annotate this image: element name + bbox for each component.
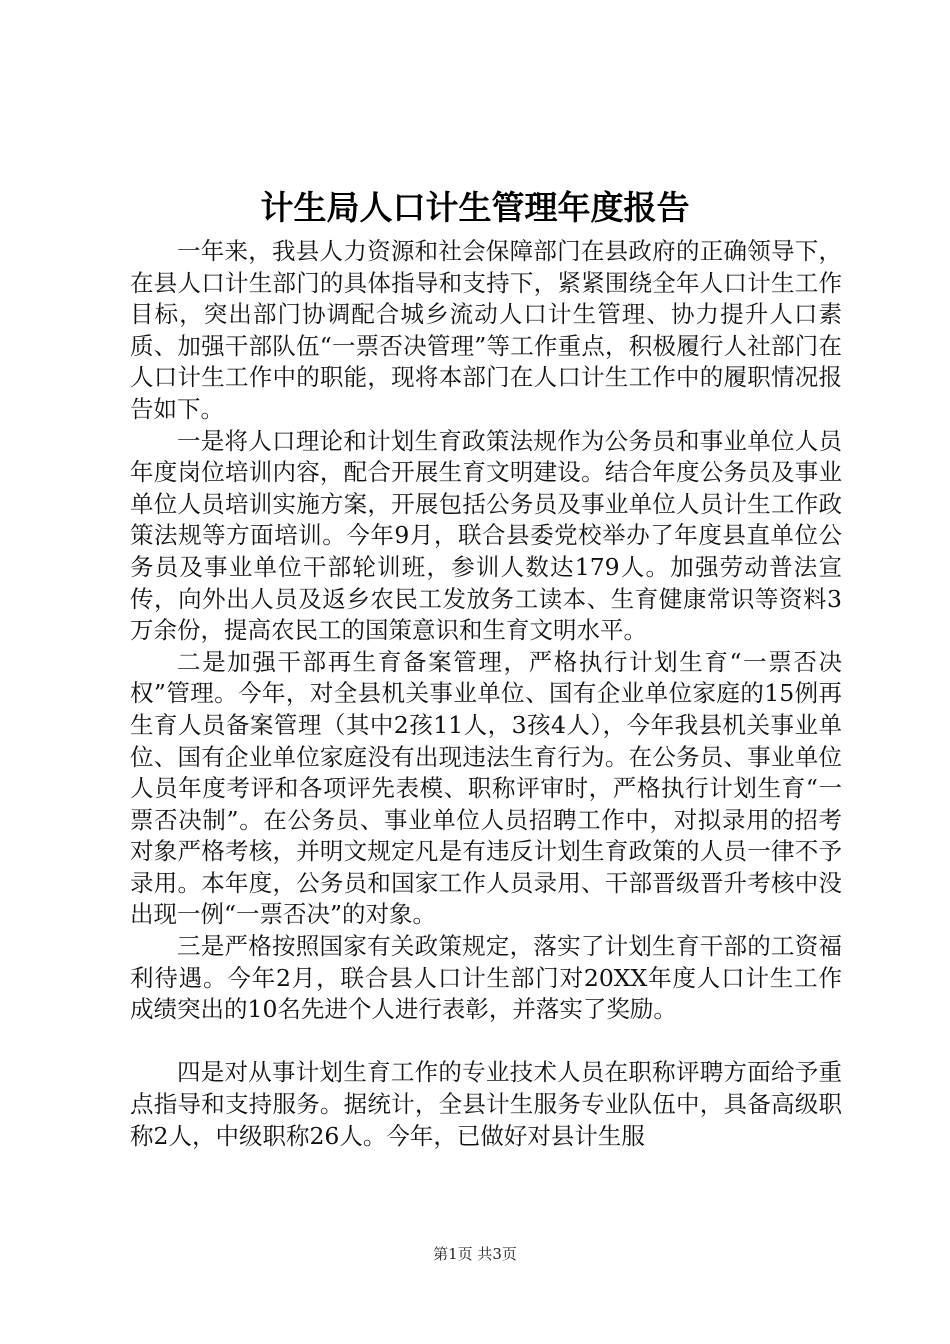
paragraph-item-4: 四是对从事计划生育工作的专业技术人员在职称评聘方面给予重点指导和支持服务。据统计，全县计生服务专业队伍中，具备高级职称2人，中级职称26人。今年，已做好对县计生服 — [130, 1058, 842, 1150]
paragraph-intro: 一年来，我县人力资源和社会保障部门在县政府的正确领导下，在县人口计生部门的具体指导和支持下，紧紧围绕全年人口计生工作目标，突出部门协调配合城乡流动人口计生管理、协力提升人口素质、加强干部队伍“一票否决管理”等工作重点，积极履行人社部门在人口计生工作中的职能，现将本部门在人口计生工作中的履职情况报告如下。 — [130, 237, 842, 423]
paragraph-item-2: 二是加强干部再生育备案管理，严格执行计划生育“一票否决权”管理。今年，对全县机关事业单位、国有企业单位家庭的15例再生育人员备案管理（其中2孩11人，3孩4人），今年我县机关事业单位、国有企业单位家庭没有出现违法生育行为。在公务员、事业单位人员年度考评和各项评先表模、职称评审时，严格执行计划生育“一票否决制”。在公务员、事业单位人员招聘工作中，对拟录用的招考对象严格考核，并明文规定凡是有违反计划生育政策的人员一律不予录用。本年度，公务员和国家工作人员录用、干部晋级晋升考核中没出现一例“一票否决”的对象。 — [130, 647, 842, 929]
page-footer: 第1页 共3页 — [433, 1245, 517, 1263]
paragraph-item-3: 三是严格按照国家有关政策规定，落实了计划生育干部的工资福利待遇。今年2月，联合县人口计生部门对20XX年度人口计生工作成绩突出的10名先进个人进行表彰，并落实了奖励。 — [130, 932, 842, 1024]
document-title: 计生局人口计生管理年度报告 — [260, 188, 690, 227]
document-body — [130, 236, 842, 1152]
paragraph-item-1: 一是将人口理论和计划生育政策法规作为公务员和事业单位人员年度岗位培训内容，配合开展生育文明建设。结合年度公务员及事业单位人员培训实施方案，开展包括公务员及事业单位人员计生工作政策法规等方面培训。今年9月，联合县委党校举办了年度县直单位公务员及事业单位干部轮训班，参训人数达179人。加强劳动普法宣传，向外出人员及返乡农民工发放务工读本、生育健康常识等资料3万余份，提高农民工的国策意识和生育文明水平。 — [130, 426, 842, 645]
